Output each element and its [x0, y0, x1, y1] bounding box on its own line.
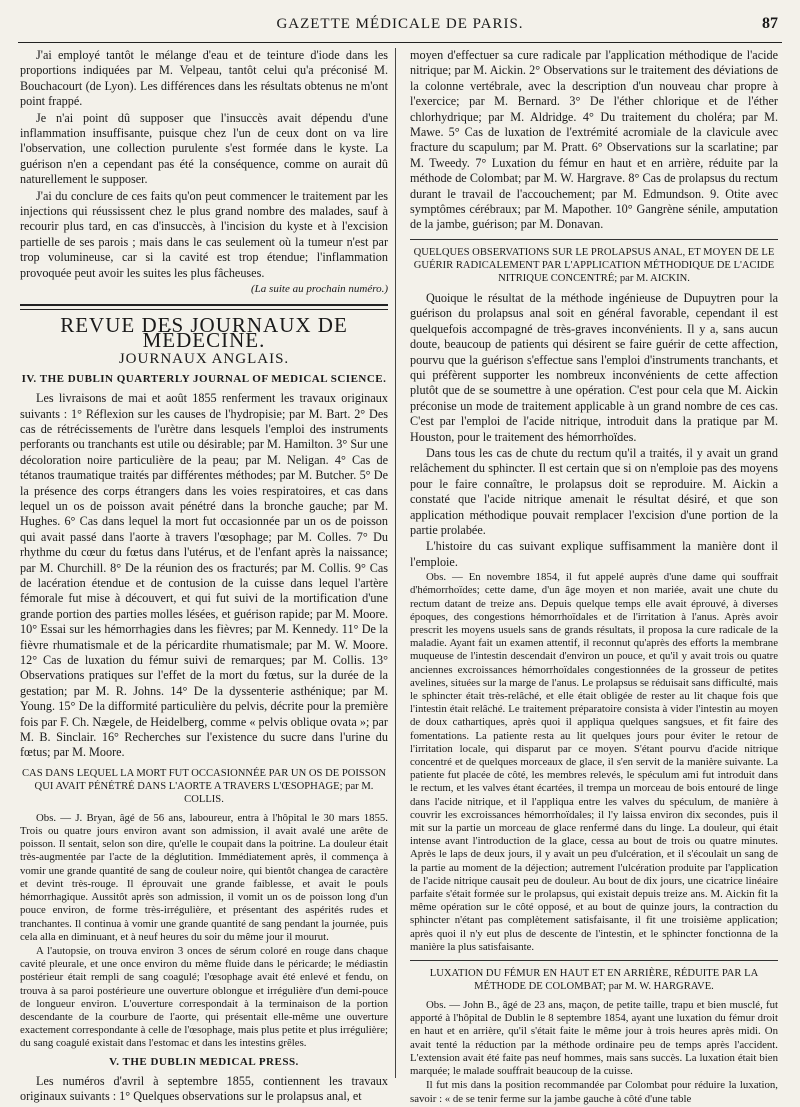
article-heading: CAS DANS LEQUEL LA MORT FUT OCCASIONNÉE PAR UN OS DE POISSON QUI AVAIT PÉNÉTRÉ DANS L'AORTE A TRAVERS L'ŒSOPHAGE; par M. COLLIS.: [21, 767, 386, 805]
observation: A l'autopsie, on trouva environ 3 onces de sérum coloré en rouge dans chaque cavité pleurale, et une once environ du même fluide dans le péricarde; le médiastin postérieur était rempli de sang coagulé; l'œsophage avait été enlevé et fendu, on trouva à sa paroi postérieure une ouverture oblongue et irrégulière d'un demi-pouce de longueur environ. L'ouverture correspondait à la terminaison de la portion descendante de la courbure de l'aorte, qui présentait elle-même une ouverture exactement correspondante à celle de l'œsophage, mais plus petite et plus irrégulière; du sang coagulé existait dans l'estomac et dans les intestins grêles.: [20, 944, 388, 1050]
observation: Obs. — En novembre 1854, il fut appelé auprès d'une dame qui souffrait d'hémorrhoïdes; cette dame, d'un âge moyen et non mariée, avait une chute du rectum datant de treize ans. Depuis quelque temps elle avait éprouvé, à diverses époques, des congestions hémorrhoïdales et de l'irritation à l'anus. Après avoir prescrit les moyens usuels sans de grands résultats, il proposa la cure radicale de la maladie. Ayant fait un examen attentif, il reconnut qu'après des efforts la membrane muqueuse de l'intestin descendait d'environ un pouce, et qu'il y avait trois ou quatre anciennes excroissances hémorrhoïdales congestionnées de la grosseur de petites avelines, situées sur la marge de l'anus. Le prolapsus se réduisait sans difficulté, mais le sphincter était très-relâché, et elle était obligée de rester au lit chaque fois que l'intestin était relâché. Le traitement préparatoire consista à vider l'intestin au moyen de doux cathartiques, après quoi il appliqua quelques sangsues, et fit faire des fomentations. La patiente resta au lit quelques jours pour éviter le retour de l'irritation locale, qui disparut par ce moyen. S'étant pourvu d'acide nitrique concentré et de quelques morceaux de glace, il s'en servit de la manière suivante. La patiente fut placée de côté, les membres relevés, le spéculum ami fut introduit dans le rectum, et les valves étant écartées, il trempa un morceau de bois entouré de linge dans l'acide nitrique, et il l'appliqua entre les valves du spéculum, de manière à couvrir les excroissances hémorrhoïdales; il l'y laissa environ dix secondes, puis il mit sur la partie un morceau de glace renfermé dans du linge. La douleur, qui était intense avant l'introduction de la glace, cessa au bout de trois ou quatre minutes. Après le laps de deux jours, il y avait un peu d'ulcération, et il s'écoulait un sang de la partie au moment de la déjection; autrement l'ulcération produite par l'application de l'acide nitrique causait peu de douleur. Au bout de dix jours, une cicatrice linéaire parfaite s'était formée sur le prolapsus, qui existait depuis treize ans. M. Aickin fit la même opération sur le côté opposé, et au bout de quinze jours, la contraction du sphincter n'étant pas complètement satisfaisante, il fit une troisième application; après quoi il n'y eut plus de descente de l'intestin, et le sphincter fonctionna de la manière la plus satisfaisante.: [410, 571, 778, 953]
paragraph: moyen d'effectuer sa cure radicale par l'application méthodique de l'acide nitrique; par M. Aickin. 2° Observations sur le traitement des déviations de la colonne vertébrale, avec la description d'un nouveau char propre à l'exercice; par M. Bernard. 3° De l'éther chlorique et de l'éther chlorhydrique; par M. Aldridge. 4° Du traitement du choléra; par M. Mawe. 5° Cas de luxation de l'extrémité acromiale de la clavicule avec fracture du scapulum; par M. Pratt. 6° Observations sur la scarlatine; par M. Tweedy. 7° Luxation du fémur en haut et en arrière, réduite par la méthode de Colombat; par M. W. Hargrave. 8° Cas de prolapsus du rectum durant le travail de l'accouchement; par M. Edmundson. 9. Otite avec symptômes cérébraux; par M. Mapother. 10° Gangrène sénile, amputation de la jambe, guérison; par M. Donavan.: [410, 48, 778, 232]
page-number: 87: [762, 15, 778, 32]
subsection-heading: JOURNAUX ANGLAIS.: [118, 351, 290, 368]
journal-heading: V. THE DUBLIN MEDICAL PRESS.: [109, 1055, 299, 1068]
article-heading: QUELQUES OBSERVATIONS SUR LE PROLAPSUS ANAL, ET MOYEN DE LE GUÉRIR RADICALEMENT PAR L'APPLICATION MÉTHODIQUE DE L'ACIDE NITRIQUE CONCENTRÉ; par M. AICKIN.: [413, 246, 775, 284]
column-divider: [395, 48, 396, 1078]
paragraph: Les numéros d'avril à septembre 1855, contiennent les travaux originaux suivants : 1° Quelques observations sur le prolapsus anal, et: [20, 1073, 388, 1104]
rule: [410, 239, 778, 240]
observation: Obs. — John B., âgé de 23 ans, maçon, de petite taille, trapu et bien musclé, fut apporté à l'hôpital de Dublin le 8 septembre 1854, ayant une luxation du fémur droit en haut et en arrière, qu'il s'était faite le même jour à trois heures après midi. On avait tenté la réduction par la méthode ordinaire peu de temps après l'accident. L'extension avait été faite pas neuf hommes, mais sans succès. La luxation était bien marquée; le malade souffrait beaucoup de la cuisse.: [410, 999, 778, 1078]
paragraph: L'histoire du cas suivant explique suffisamment la manière dont il l'emploie.: [410, 539, 778, 569]
rule: [410, 960, 778, 961]
paragraph: Je n'ai point dû supposer que l'insuccès avait dépendu d'une inflammation insuffisante, puisque chez l'un de ceux dont on va lire l'observation, une collection purulente s'est formée dans le kyste. La guérison n'en a cependant pas été la conséquence, comme on aurait dû naturellement le supposer.: [20, 110, 388, 187]
continuation-note: (La suite au prochain numéro.): [251, 283, 388, 296]
observation: Obs. — J. Bryan, âgé de 56 ans, laboureur, entra à l'hôpital le 30 mars 1855. Trois ou quatre jours environ avant son admission, il avait avalé une arête de poisson. Il sentait, selon son dire, qu'elle le coupait dans la poitrine. La douleur était très-augmentée par l'acte de la déglutition. Immédiatement après, il commença à vomir une grande quantité de sang de couleur noire, qui bientôt changea de caractère et devint très-rouge. Il éprouvait une grande faiblesse, et avait le pouls hémorrhagique. Aussitôt après son admission, il vomit un os de poisson long d'un pouce environ, de forme très-irrégulière, et présentant des aspérités rudes et tranchantes. Il continua à vomir une grande quantité de sang pendant la journée, puis cela alla en diminuant, et à neuf heures du soir du même jour il mourut.: [20, 811, 388, 943]
paragraph: Dans tous les cas de chute du rectum qu'il a traités, il y avait un grand relâchement du sphincter. Il est certain que si on n'emploie pas des moyens pour le faire connaître, le prolapsus doit se reproduire. M. Aickin a constaté que l'acide nitrique amenait le résultat désiré, et que son application méthodique pouvait remplacer l'excision d'une portion de la partie prolabée.: [410, 445, 778, 537]
paragraph: Les livraisons de mai et août 1855 renferment les travaux originaux suivants : 1° Réflexion sur les causes de l'hydropisie; par M. Bart. 2° Des cas de rétrécissements de l'urètre dans lesquels l'emploi des instruments perforants ou tranchants est utile ou désirable; par M. Hamilton. 3° Sur une décoloration noire particulière de la peau; par M. Neligan. 4° Cas de tétanos traumatique traités par différentes méthodes; par M. Butcher. 5° De la présence des corps étrangers dans les voies respiratoires, et cas dans lequel un os de poisson avait pénétré dans la bronche gauche; par M. Hughes. 6° Cas dans lequel la mort fut occasionnée par un os de poisson qui avait passé dans l'aorte à travers l'œsophage; par M. Colles. 7° Du rhythme du cœur du fœtus dans l'utérus, et de l'enfant après la naissance; par M. Churchill. 8° De la réunion des os fracturés; par M. Collis. 9° Cas de lacération étendue et de contusion de la cuisse dans lequel l'artère fémorale fut mise à découvert, et qui fut suivi de la mortification d'une grande portion des parties molles lésées, et guérison rapide; par M. Moore. 10° Essai sur les hémorrhagies dans les fièvres; par M. Kennedy. 11° De la fièvre rhumatismale et de la péricardite rhumatismale; par M. W. Moore. 12° Cas de luxation du fémur suivi de remarques; par M. Collis. 13° Observations pratiques sur l'effet de la mort du fœtus, sur la durée de la gestation; par M. R. Johns. 14° De la dyssenterie asthénique; par M. Young. 15° De la difformité particulière du pelvis, décrite pour la première fois par F. Ch. Nægele, de Heidelberg, comme « pelvis oblique ovata »; par M. B. Sinclair. 16° Recherches sur l'existence du sucre dans l'urine du fœtus; par M. Moore.: [20, 391, 388, 760]
section-heading: REVUE DES JOURNAUX DE MÉDECINE.: [60, 312, 348, 352]
left-column: [20, 48, 388, 1106]
article-heading: LUXATION DU FÉMUR EN HAUT ET EN ARRIÈRE, RÉDUITE PAR LA MÉTHODE DE COLOMBAT; par M. W. HARGRAVE.: [429, 968, 759, 993]
page-header: [18, 6, 782, 43]
section-rule: [20, 304, 388, 310]
paragraph: J'ai du conclure de ces faits qu'on peut commencer le traitement par les injections qui réussissent chez le plus grand nombre des malades, sauf à recourir plus tard, en cas d'insuccès, à l'incision du kyste et à l'excision partielle de ses parois ; mais dans le cas seulement où la tumeur n'est par trop volumineuse, car si la cavité est trop étendue; l'inflammation provoquée peut avoir les suites les plus fâcheuses.: [20, 188, 388, 280]
paragraph: Quoique le résultat de la méthode ingénieuse de Dupuytren pour la guérison du prolapsus anal soit en général favorable, cependant il est quelquefois accompagné de très-graves inconvénients. Il y a, sans aucun doute, beaucoup de patients qui désirent se faire guérir de cette affection, pourvu que la guérison s'effectue sans l'emploi d'instruments tranchants, et qui préfèrent supporter les nombreux inconvénients de cette affection plutôt que de se soumettre à une opération. C'est pour cela que M. Aickin préconise un mode de traitement applicable à un grand nombre de ces cas. C'est par l'emploi de l'acide nitrique, introduit dans la pratique par M. Houston, pour le traitement des hémorrhoïdes.: [410, 290, 778, 444]
paragraph: J'ai employé tantôt le mélange d'eau et de teinture d'iode dans les proportions indiquées par M. Velpeau, tantôt celui qu'a préconisé M. Bouchacourt (de Lyon). Les différences dans les résultats obtenus ne m'ont point frappé.: [20, 48, 388, 109]
right-column: [410, 48, 778, 1107]
journal-title: GAZETTE MÉDICALE DE PARIS.: [276, 16, 524, 32]
observation: Il fut mis dans la position recommandée par Colombat pour réduire la luxation, savoir : « de se tenir ferme sur la jambe gauche à côté d'une table: [410, 1079, 778, 1105]
journal-heading: IV. THE DUBLIN QUARTERLY JOURNAL OF MEDICAL SCIENCE.: [21, 372, 387, 385]
